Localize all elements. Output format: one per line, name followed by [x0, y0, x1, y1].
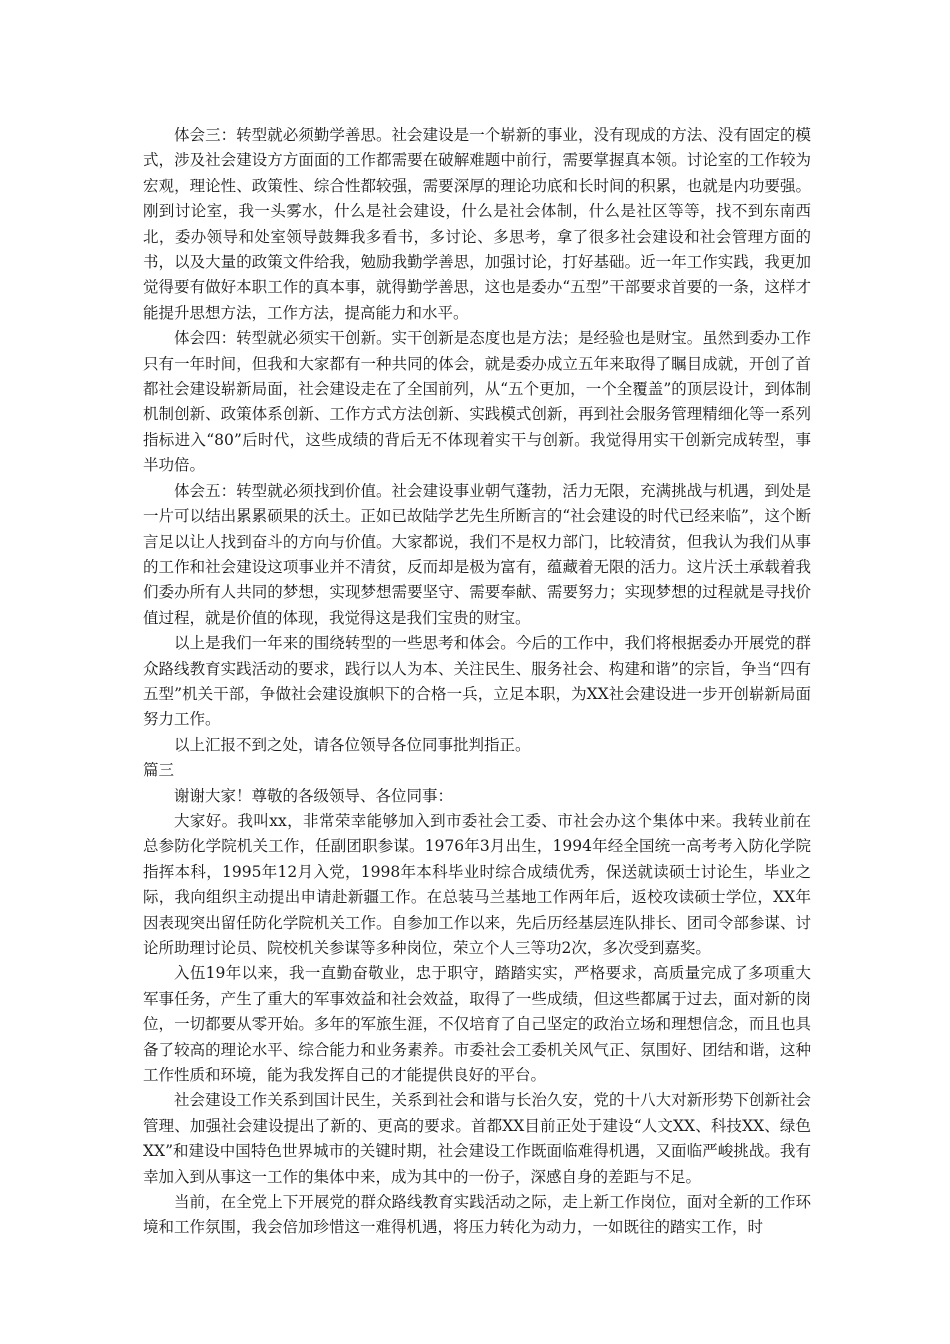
section-heading: 篇三 — [143, 761, 175, 780]
paragraph-summary: 以上是我们一年来的围绕转型的一些思考和体会。今后的工作中，我们将根据委办开展党的群众路线教育实践活动的要求，践行以人为本、关注民生、服务社会、构建和谐”的宗旨，争当“四有五型”机关干部，争做社会建设旗帜下的合格一兵，立足本职，为XX社会建设进一步开创崭新局面努力工作。 — [143, 634, 811, 729]
paragraph-military-career: 入伍19年以来，我一直勤奋敬业，忠于职守，踏踏实实，严格要求，高质量完成了多项重大军事任务，产生了重大的军事效益和社会效益，取得了一些成绩，但这些都属于过去，面对新的岗位，一切都要从零开始。多年的军旅生涯，不仅培育了自己坚定的政治立场和理想信念，而且也具备了较高的理论水平、综合能力和业务素养。市委社会工委机关风气正、氛围好、团结和谐，这种工作性质和环境，能为我发挥自己的才能提供良好的平台。 — [143, 964, 811, 1085]
paragraph-introduction: 大家好。我叫xx，非常荣幸能够加入到市委社会工委、市社会办这个集体中来。我转业前在总参防化学院机关工作，任副团职参谋。1976年3月出生，1994年经全国统一高考考入防化学院指挥本科，1995年12月入党，1998年本科毕业时综合成绩优秀，保送就读硕士讨论生，毕业之际，我向组织主动提出申请赴新疆工作。在总装马兰基地工作两年后，返校攻读硕士学位，XX年因表现突出留任防化学院机关工作。自参加工作以来，先后历经基层连队排长、团司令部参谋、讨论所助理讨论员、院校机关参谋等多种岗位，荣立个人三等功2次，多次受到嘉奖。 — [143, 811, 811, 957]
paragraph-closing: 以上汇报不到之处，请各位领导各位同事批判指正。 — [174, 735, 531, 754]
paragraph-insight-three: 体会三：转型就必须勤学善思。社会建设是一个崭新的事业，没有现成的方法、没有固定的模式，涉及社会建设方方面面的工作都需要在破解难题中前行，需要掌握真本领。讨论室的工作较为宏观，理论性、政策性、综合性都较强，需要深厚的理论功底和长时间的积累，也就是内功要强。刚到讨论室，我一头雾水，什么是社会建设，什么是社会体制，什么是社区等等，找不到东南西北，委办领导和处室领导鼓舞我多看书，多讨论、多思考，拿了很多社会建设和社会管理方面的书，以及大量的政策文件给我，勉励我勤学善思，加强讨论，打好基础。近一年工作实践，我更加觉得要有做好本职工作的真本事，就得勤学善思，这也是委办“五型”干部要求首要的一条，这样才能提升思想方法，工作方法，提高能力和水平。 — [143, 126, 811, 322]
paragraph-greeting: 谢谢大家！尊敬的各级领导、各位同事： — [174, 786, 454, 805]
paragraph-current-work: 当前，在全党上下开展党的群众路线教育实践活动之际，走上新工作岗位，面对全新的工作环境和工作氛围，我会倍加珍惜这一难得机遇，将压力转化为动力，一如既往的踏实工作，时 — [143, 1193, 811, 1237]
paragraph-insight-four: 体会四：转型就必须实干创新。实干创新是态度也是方法；是经验也是财宝。虽然到委办工作只有一年时间，但我和大家都有一种共同的体会，就是委办成立五年来取得了瞩目成就，开创了首都社会建设崭新局面，社会建设走在了全国前列，从“五个更加，一个全覆盖”的顶层设计，到体制机制创新、政策体系创新、工作方式方法创新、实践模式创新，再到社会服务管理精细化等一系列指标进入“80”后时代，这些成绩的背后无不体现着实干与创新。我觉得用实干创新完成转型，事半功倍。 — [143, 329, 811, 475]
paragraph-insight-five: 体会五：转型就必须找到价值。社会建设事业朝气蓬勃，活力无限，充满挑战与机遇，到处是一片可以结出累累硕果的沃土。正如已故陆学艺先生所断言的“社会建设的时代已经来临”，这个断言足以让人找到奋斗的方向与价值。大家都说，我们不是权力部门，比较清贫，但我认为我们从事的工作和社会建设这项事业并不清贫，反而却是极为富有，蕴藏着无限的活力。这片沃土承载着我们委办所有人共同的梦想，实现梦想需要坚守、需要奉献、需要努力；实现梦想的过程就是寻找价值过程，就是价值的体现，我觉得这是我们宝贵的财宝。 — [143, 481, 811, 627]
document-body — [143, 123, 811, 1241]
paragraph-social-construction: 社会建设工作关系到国计民生，关系到社会和谐与长治久安，党的十八大对新形势下创新社会管理、加强社会建设提出了新的、更高的要求。首都XX目前正处于建设“人文XX、科技XX、绿色XX”和建设中国特色世界城市的关键时期，社会建设工作既面临难得机遇，又面临严峻挑战。我有幸加入到从事这一工作的集体中来，成为其中的一份子，深感自身的差距与不足。 — [143, 1091, 811, 1186]
